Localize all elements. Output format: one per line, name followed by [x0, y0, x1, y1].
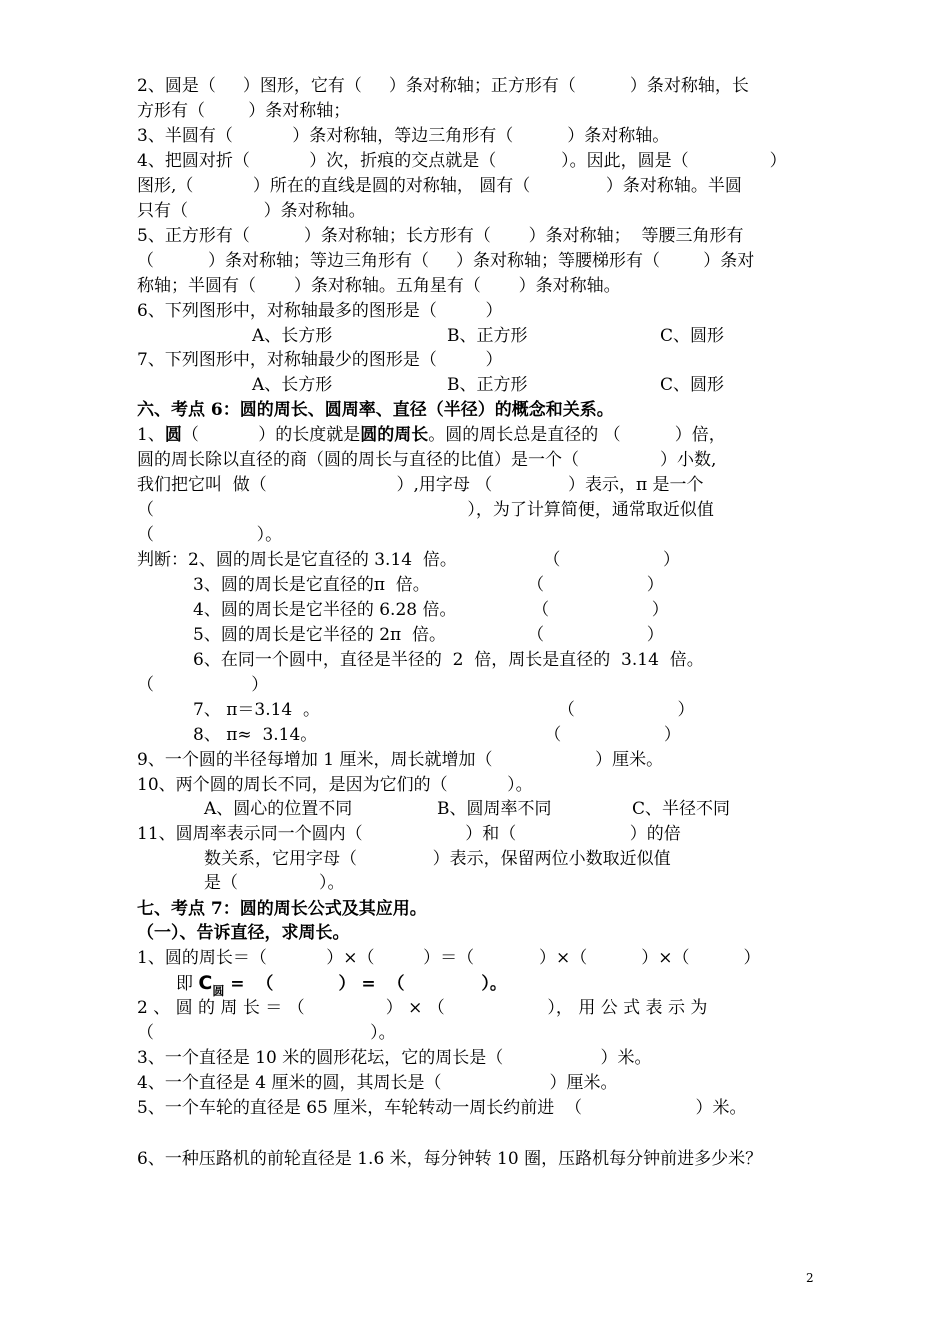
judge-line: 5、圆的周长是它半径的 2π 倍。 （ ） — [193, 625, 664, 645]
question-line: 称轴；半圆有（ ）条对称轴。五角星有（ ）条对称轴。 — [137, 276, 621, 296]
option-a: A、长方形 — [252, 326, 333, 346]
question-line: 10、两个圆的周长不同，是因为它们的（ ）。 — [137, 775, 533, 795]
option-b: B、正方形 — [447, 326, 528, 346]
question-line: 3、一个直径是 10 米的圆形花坛，它的周长是（ ）米。 — [137, 1048, 652, 1068]
judge-line: 3、圆的周长是它直径的π 倍。 （ ） — [193, 575, 664, 595]
question-line: 6、一种压路机的前轮直径是 1.6 米，每分钟转 10 圈，压路机每分钟前进多少米？ — [137, 1149, 763, 1169]
option-a: A、圆心的位置不同 — [204, 799, 353, 819]
question-line: （ ）条对称轴；等边三角形有（ ）条对称轴；等腰梯形有（ ）条对 — [137, 251, 755, 271]
option-b: B、正方形 — [447, 375, 528, 395]
question-line: 图形,（ ）所在的直线是圆的对称轴， 圆有（ ）条对称轴。半圆 — [137, 176, 742, 196]
option-a: A、长方形 — [252, 375, 333, 395]
option-c: C、圆形 — [660, 326, 725, 346]
question-line: 11、圆周率表示同一个圆内（ ）和（ ）的倍 — [137, 824, 681, 844]
subsection-title: （一）、告诉直径，求周长。 — [137, 923, 350, 943]
question-line: 方形有（ ）条对称轴； — [137, 101, 351, 121]
judge-line: 6、在同一个圆中，直径是半径的 2 倍，周长是直径的 3.14 倍。 — [193, 650, 704, 670]
question-line: 只有（ ）条对称轴。 — [137, 201, 366, 221]
question-line: 圆的周长除以直径的商（圆的周长与直径的比值）是一个（ ）小数, — [137, 450, 717, 470]
question-line: 2、圆是（ ）图形，它有（ ）条对称轴；正方形有（ ）条对称轴，长 — [137, 76, 749, 96]
formula-line: 2 、 圆 的 周 长 ＝ （ ） × （ ）， 用 公 式 表 示 为 — [137, 998, 708, 1018]
question-line: （ ），为了计算简便，通常取近似值 — [137, 500, 714, 520]
question-line: 7、下列图形中，对称轴最少的图形是（ ） — [137, 350, 503, 370]
section-6-title: 六、考点 6：圆的周长、圆周率、直径（半径）的概念和关系。 — [137, 400, 614, 420]
question-line: 4、一个直径是 4 厘米的圆，其周长是（ ）厘米。 — [137, 1073, 618, 1093]
judge-line: （ ） — [137, 675, 269, 695]
question-line: 3、半圆有（ ）条对称轴，等边三角形有（ ）条对称轴。 — [137, 126, 670, 146]
question-line: 5、一个车轮的直径是 65 厘米，车轮转动一周长约前进 （ ）米。 — [137, 1098, 747, 1118]
question-line: （ ）。 — [137, 525, 283, 545]
question-line: 6、下列图形中，对称轴最多的图形是（ ） — [137, 301, 503, 321]
judge-line: 7、 π＝3.14 。 （ ） — [193, 700, 695, 720]
judge-line: 4、圆的周长是它半径的 6.28 倍。 （ ） — [193, 600, 669, 620]
question-line: 4、把圆对折（ ）次，折痕的交点就是（ ）。因此，圆是（ ） — [137, 151, 787, 171]
formula-line: 即 $C_圆$ = （ ） = （ ）。 — [176, 972, 507, 998]
formula-line: （ ）。 — [137, 1023, 396, 1043]
judge-line: 判断：2、圆的周长是它直径的 3.14 倍。 （ ） — [137, 550, 681, 570]
option-c: C、圆形 — [660, 375, 725, 395]
question-line: 是（ ）。 — [204, 873, 345, 893]
question-line: 9、一个圆的半径每增加 1 厘米，周长就增加（ ）厘米。 — [137, 750, 664, 770]
question-line: 1、圆（ ）的长度就是圆的周长。圆的周长总是直径的 （ ）倍， — [137, 425, 726, 445]
question-line: 我们把它叫 做（ ）,用字母 （ ）表示，π 是一个 — [137, 475, 704, 495]
question-line: 5、正方形有（ ）条对称轴；长方形有（ ）条对称轴； 等腰三角形有 — [137, 226, 744, 246]
option-b: B、圆周率不同 — [437, 799, 552, 819]
section-7-title: 七、考点 7：圆的周长公式及其应用。 — [137, 899, 427, 919]
page-number: 2 — [806, 1271, 814, 1285]
formula-line: 1、圆的周长＝（ ）×（ ）＝（ ）×（ ）×（ ） — [137, 948, 761, 968]
option-c: C、半径不同 — [632, 799, 731, 819]
judge-line: 8、 π≈ 3.14。 （ ） — [193, 725, 681, 745]
question-line: 数关系，它用字母（ ）表示，保留两位小数取近似值 — [204, 849, 671, 869]
